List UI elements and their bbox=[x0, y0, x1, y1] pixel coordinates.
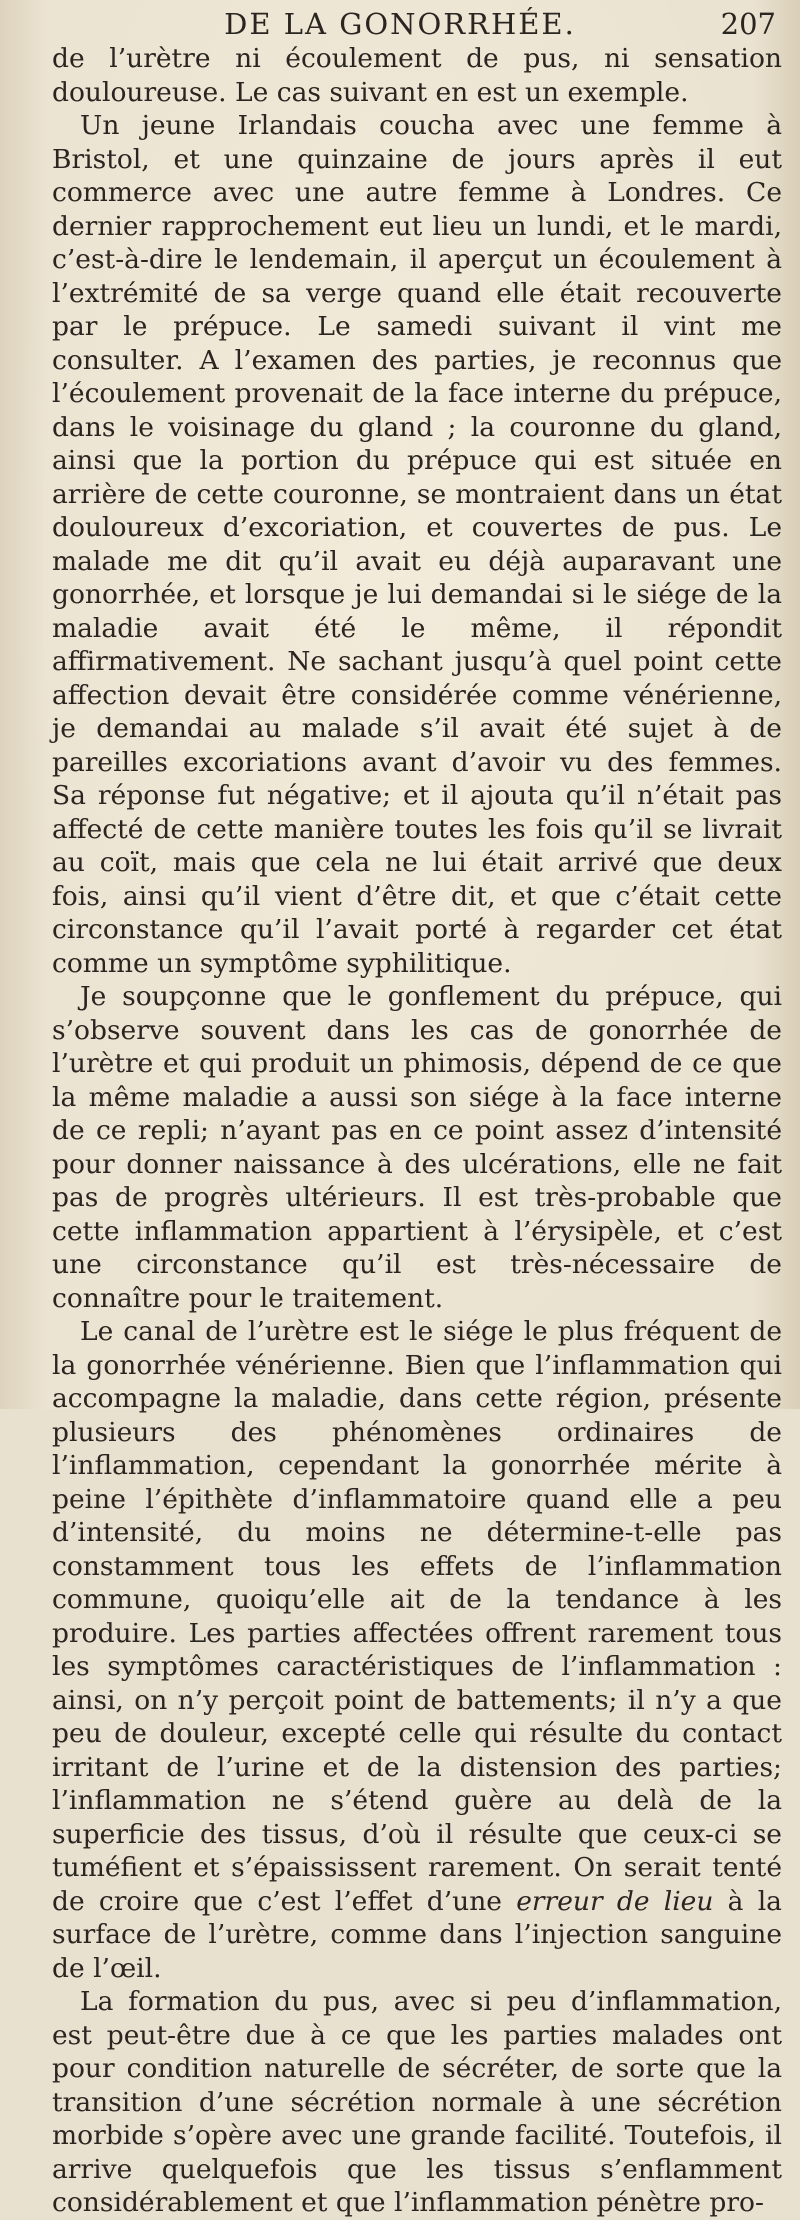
paragraph-continuation: de l’urètre ni écoulement de pus, ni sensation douloureuse. Le cas suivant en est un exemple. bbox=[52, 43, 782, 108]
page-header bbox=[0, 4, 800, 44]
paragraph-pus-formation: La formation du pus, avec si peu d’inflammation, est peut-être due à ce que les parties malades ont pour condition naturelle de sécréter, de sorte que la transition d’une sécrétion normale à une sécrétion morbide s’opère avec une grande facilité. Toutefois, il arrive quelquefois que les tissus s’enflamment considérablement et que l’inflammation pénètre pro- bbox=[52, 1986, 782, 2218]
paragraph-case-irish: Un jeune Irlandais coucha avec une femme à Bristol, et une quinzaine de jours après il eut commerce avec une autre femme à Londres. Ce dernier rapprochement eut lieu un lundi, et le mardi, c’est-à-dire le lendemain, il aperçut un écoulement à l’extrémité de sa verge quand elle était recouverte par le prépuce. Le samedi suivant il vint me consulter. A l’examen des parties, je reconnus que l’écoulement provenait de la face interne du prépuce, dans le voisinage du gland ; la couronne du gland, ainsi que la portion du prépuce qui est située en arrière de cette couronne, se montraient dans un état douloureux d’excoriation, et couvertes de pus. Le malade me dit qu’il avait eu déjà auparavant une gonorrhée, et lorsque je lui demandai si le siége de la maladie avait été le même, il répondit affirmativement. Ne sachant jusqu’à quel point cette affection devait être considérée comme vénérienne, je demandai au malade s’il avait été sujet à de pareilles excoriations avant d’avoir vu des femmes. Sa réponse fut négative; et il ajouta qu’il n’était pas affecté de cette manière toutes les fois qu’il se livrait au coït, mais que cela ne lui était arrivé que deux fois, ainsi qu’il vient d’être dit, et que c’était cette circonstance qu’il l’avait porté à regarder cet état comme un symptôme syphilitique. bbox=[52, 110, 782, 979]
running-title: DE LA GONORRHÉE. bbox=[224, 7, 576, 41]
paragraph-prepuce-swelling: Je soupçonne que le gonflement du prépuce, qui s’observe souvent dans les cas de gonorrhée de l’urètre et qui produit un phimosis, dépend de ce que la même maladie a aussi son siége à la face interne de ce repli; n’ayant pas en ce point assez d’intensité pour donner naissance à des ulcérations, elle ne fait pas de progrès ultérieurs. Il est très-probable que cette inflammation appartient à l’érysipèle, et c’est une circonstance qu’il est très-nécessaire de connaître pour le traitement. bbox=[52, 981, 782, 1314]
body-text bbox=[52, 42, 782, 2220]
paragraph-urethra-text: Le canal de l’urètre est le siége le plus fréquent de la gonorrhée vénérienne. Bien que l’inflammation qui accompagne la maladie, dans cette région, présente plusieurs des phénomènes ordinaires de l’inflammation, cependant la gonorrhée mérite à peine l’épithète d’inflammatoire quand elle a peu d’intensité, du moins ne détermine-t-elle pas constamment tous les effets de l’inflammation commune, quoiqu’elle ait de la tendance à les produire. Les parties affectées offrent rarement tous les symptômes caractéristiques de l’inflammation : ainsi, on n’y perçoit point de battements; il n’y a que peu de douleur, excepté celle qui résulte du contact irritant de l’urine et de la distension des parties; l’inflammation ne s’étend guère au delà de la superficie des tissus, d’où il résulte que ceux-ci se tuméfient et s’épaississent rarement. On serait tenté de croire que c’est l’effet d’une bbox=[52, 1316, 782, 1917]
paragraph-urethra-tail: à la surface de l’urètre, comme dans l’injection sanguine de l’œil. bbox=[52, 1885, 782, 1984]
paragraph-urethra-seat bbox=[52, 1315, 782, 1985]
italic-phrase: erreur de lieu bbox=[516, 1885, 714, 1917]
page-number: 207 bbox=[720, 7, 776, 41]
